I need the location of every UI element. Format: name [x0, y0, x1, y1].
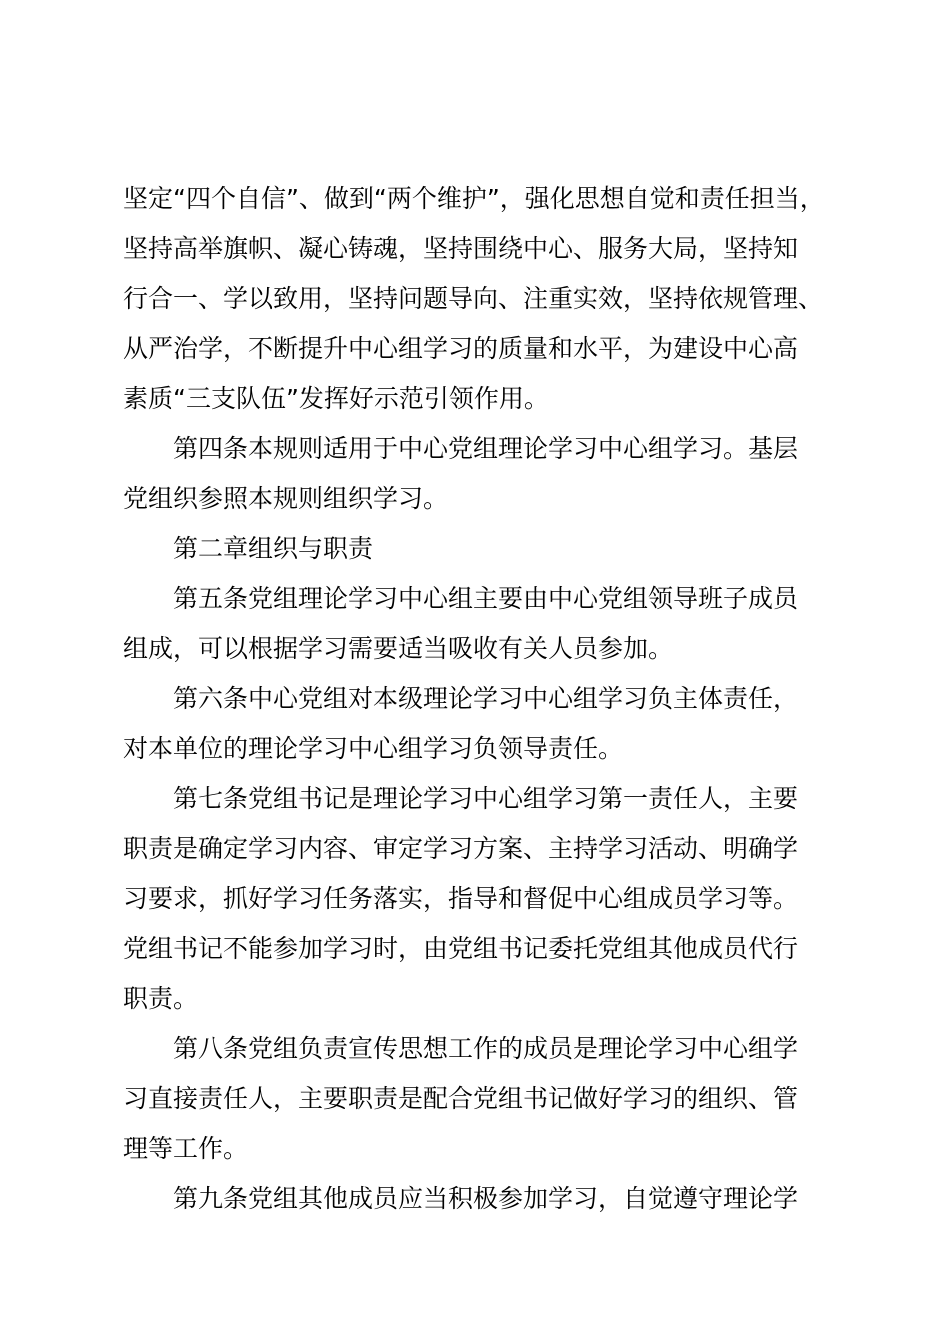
text-line: 素质“三支队伍”发挥好示范引领作用。: [123, 384, 549, 413]
article-9-start: 第九条党组其他成员应当积极参加学习，自觉遵守理论学: [173, 1184, 799, 1213]
text-line: 行合一、学以致用，坚持问题导向、注重实效，坚持依规管理、: [123, 284, 824, 313]
text-line: 党组书记不能参加学习时，由党组书记委托党组其他成员代行: [123, 934, 799, 963]
chapter-heading: 第二章组织与职责: [173, 534, 374, 563]
text-line: 理等工作。: [123, 1134, 249, 1163]
text-line: 习直接责任人，主要职责是配合党组书记做好学习的组织、管: [123, 1084, 799, 1113]
text-line: 对本单位的理论学习中心组学习负领导责任。: [123, 734, 624, 763]
text-line: 坚持高举旗帜、凝心铸魂，坚持围绕中心、服务大局，坚持知: [123, 234, 799, 263]
text-line: 党组织参照本规则组织学习。: [123, 484, 449, 513]
text-line: 组成，可以根据学习需要适当吸收有关人员参加。: [123, 634, 674, 663]
article-5-start: 第五条党组理论学习中心组主要由中心党组领导班子成员: [173, 584, 799, 613]
text-line: 职责。: [123, 984, 199, 1013]
text-line: 职责是确定学习内容、审定学习方案、主持学习活动、明确学: [123, 834, 799, 863]
article-6-start: 第六条中心党组对本级理论学习中心组学习负主体责任，: [173, 684, 799, 713]
article-7-start: 第七条党组书记是理论学习中心组学习第一责任人，主要: [173, 784, 799, 813]
text-line: 坚定“四个自信”、做到“两个维护”，强化思想自觉和责任担当，: [123, 184, 825, 213]
text-line: 从严治学，不断提升中心组学习的质量和水平，为建设中心高: [123, 334, 799, 363]
text-line: 习要求，抓好学习任务落实，指导和督促中心组成员学习等。: [123, 884, 799, 913]
article-8-start: 第八条党组负责宣传思想工作的成员是理论学习中心组学: [173, 1034, 799, 1063]
document-body: [123, 174, 843, 1224]
article-4-start: 第四条本规则适用于中心党组理论学习中心组学习。基层: [173, 434, 799, 463]
